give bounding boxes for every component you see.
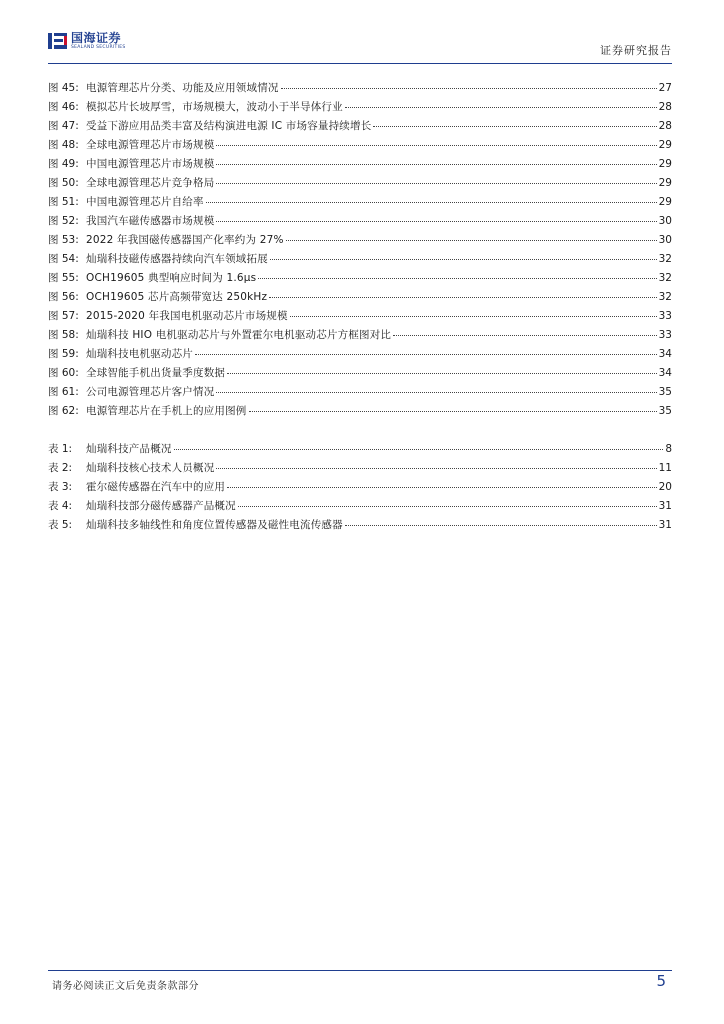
dot-leader [249,411,657,412]
figure-index-entry[interactable] [48,270,672,289]
logo-name: 国海证券 [71,31,122,45]
sealand-logo [48,32,126,51]
entry-page-number: 28 [658,101,672,113]
entry-title: 灿瑞科技核心技术人员概况 [86,462,215,474]
entry-title: 灿瑞科技部分磁传感器产品概况 [86,500,236,512]
entry-number: 图 51: [48,196,79,208]
entry-number: 图 49: [48,158,79,170]
figure-index-entry[interactable] [48,308,672,327]
entry-number: 表 2: [48,462,73,474]
figure-index-entry[interactable] [48,403,672,422]
entry-number: 图 62: [48,405,79,417]
figure-index-entry[interactable] [48,213,672,232]
entry-number: 图 53: [48,234,79,246]
table-index-entry[interactable] [48,498,672,517]
dot-leader [227,487,657,488]
entry-page-number: 27 [658,82,672,94]
figure-index-entry[interactable] [48,137,672,156]
entry-title: 公司电源管理芯片客户情况 [86,386,215,398]
entry-page-number: 32 [658,272,672,284]
entry-title: OCH19605 芯片高频带宽达 250kHz [86,291,268,303]
figure-index-entry[interactable] [48,384,672,403]
entry-number: 图 54: [48,253,79,265]
entry-page-number: 11 [658,462,672,474]
entry-page-number: 30 [658,234,672,246]
entry-title: 灿瑞科技多轴线性和角度位置传感器及磁性电流传感器 [86,519,343,531]
dot-leader [216,392,656,393]
entry-number: 图 50: [48,177,79,189]
entry-number: 表 4: [48,500,73,512]
entry-number: 图 52: [48,215,79,227]
figure-index-entry[interactable] [48,232,672,251]
entry-title: 全球电源管理芯片竞争格局 [86,177,215,189]
entry-page-number: 31 [658,500,672,512]
dot-leader [345,107,657,108]
entry-number: 图 56: [48,291,79,303]
entry-number: 图 48: [48,139,79,151]
dot-leader [373,126,656,127]
table-index-entry[interactable] [48,517,672,536]
entry-title: 2022 年我国磁传感器国产化率约为 27% [86,234,284,246]
entry-page-number: 33 [658,310,672,322]
figure-index-entry[interactable] [48,80,672,99]
entry-page-number: 30 [658,215,672,227]
entry-title: 全球智能手机出货量季度数据 [86,367,226,379]
dot-leader [216,468,656,469]
figure-index-entry[interactable] [48,365,672,384]
entry-title: 灿瑞科技 HIO 电机驱动芯片与外置霍尔电机驱动芯片方框图对比 [86,329,392,341]
entry-number: 表 1: [48,443,73,455]
dot-leader [290,316,657,317]
entry-page-number: 33 [658,329,672,341]
entry-title: 灿瑞科技产品概况 [86,443,172,455]
figure-index-entry[interactable] [48,327,672,346]
entry-page-number: 34 [658,348,672,360]
entry-title: 模拟芯片长坡厚雪，市场规模大，波动小于半导体行业 [86,101,343,113]
report-type-label: 证券研究报告 [600,44,672,57]
entry-page-number: 28 [658,120,672,132]
entry-number: 图 47: [48,120,79,132]
figure-index-entry[interactable] [48,156,672,175]
entry-page-number: 8 [665,443,672,455]
dot-leader [195,354,657,355]
entry-title: 全球电源管理芯片市场规模 [86,139,215,151]
dot-leader [216,164,656,165]
dot-leader [258,278,656,279]
table-index-entry[interactable] [48,479,672,498]
entry-number: 图 46: [48,101,79,113]
figure-index-entry[interactable] [48,99,672,118]
figure-index-entry[interactable] [48,346,672,365]
dot-leader [281,88,657,89]
entry-title: 灿瑞科技磁传感器持续向汽车领域拓展 [86,253,268,265]
entry-title: 2015-2020 年我国电机驱动芯片市场规模 [86,310,288,322]
figure-index-entry[interactable] [48,251,672,270]
entry-title: 电源管理芯片分类、功能及应用领域情况 [86,82,279,94]
figure-index-entry[interactable] [48,175,672,194]
entry-number: 图 57: [48,310,79,322]
dot-leader [238,506,657,507]
dot-leader [206,202,657,203]
entry-title: 电源管理芯片在手机上的应用图例 [86,405,247,417]
entry-title: 我国汽车磁传感器市场规模 [86,215,215,227]
logo-subtitle: SEALAND SECURITIES [71,45,126,50]
dot-leader [227,373,657,374]
entry-number: 图 45: [48,82,79,94]
entry-page-number: 32 [658,291,672,303]
entry-page-number: 29 [658,158,672,170]
entry-page-number: 31 [658,519,672,531]
sealand-logo-icon [48,32,68,50]
entry-title: 中国电源管理芯片自给率 [86,196,204,208]
figure-index-list [48,80,672,422]
figure-index-entry[interactable] [48,289,672,308]
dot-leader [270,259,657,260]
entry-number: 图 60: [48,367,79,379]
entry-page-number: 20 [658,481,672,493]
entry-number: 图 58: [48,329,79,341]
entry-title: 中国电源管理芯片市场规模 [86,158,215,170]
figure-index-entry[interactable] [48,194,672,213]
footer-divider [48,970,672,971]
dot-leader [345,525,657,526]
figure-index-entry[interactable] [48,118,672,137]
entry-number: 图 55: [48,272,79,284]
entry-page-number: 29 [658,177,672,189]
table-index-entry[interactable] [48,460,672,479]
entry-number: 图 61: [48,386,79,398]
dot-leader [269,297,656,298]
dot-leader [216,221,656,222]
entry-page-number: 32 [658,253,672,265]
dot-leader [286,240,657,241]
entry-number: 图 59: [48,348,79,360]
table-index-list [48,441,672,536]
entry-title: 霍尔磁传感器在汽车中的应用 [86,481,226,493]
entry-page-number: 35 [658,386,672,398]
dot-leader [216,145,656,146]
entry-page-number: 34 [658,367,672,379]
entry-page-number: 35 [658,405,672,417]
entry-page-number: 29 [658,139,672,151]
entry-title: 灿瑞科技电机驱动芯片 [86,348,193,360]
entry-title: OCH19605 典型响应时间为 1.6μs [86,272,257,284]
disclaimer-note: 请务必阅读正文后免责条款部分 [52,981,199,992]
dot-leader [216,183,656,184]
page-number: 5 [656,972,666,990]
dot-leader [393,335,656,336]
entry-number: 表 5: [48,519,73,531]
dot-leader [174,449,664,450]
entry-page-number: 29 [658,196,672,208]
page-header [48,28,672,60]
entry-title: 受益下游应用品类丰富及结构演进电源 IC 市场容量持续增长 [86,120,372,132]
entry-number: 表 3: [48,481,73,493]
table-index-entry[interactable] [48,441,672,460]
header-divider [48,63,672,64]
